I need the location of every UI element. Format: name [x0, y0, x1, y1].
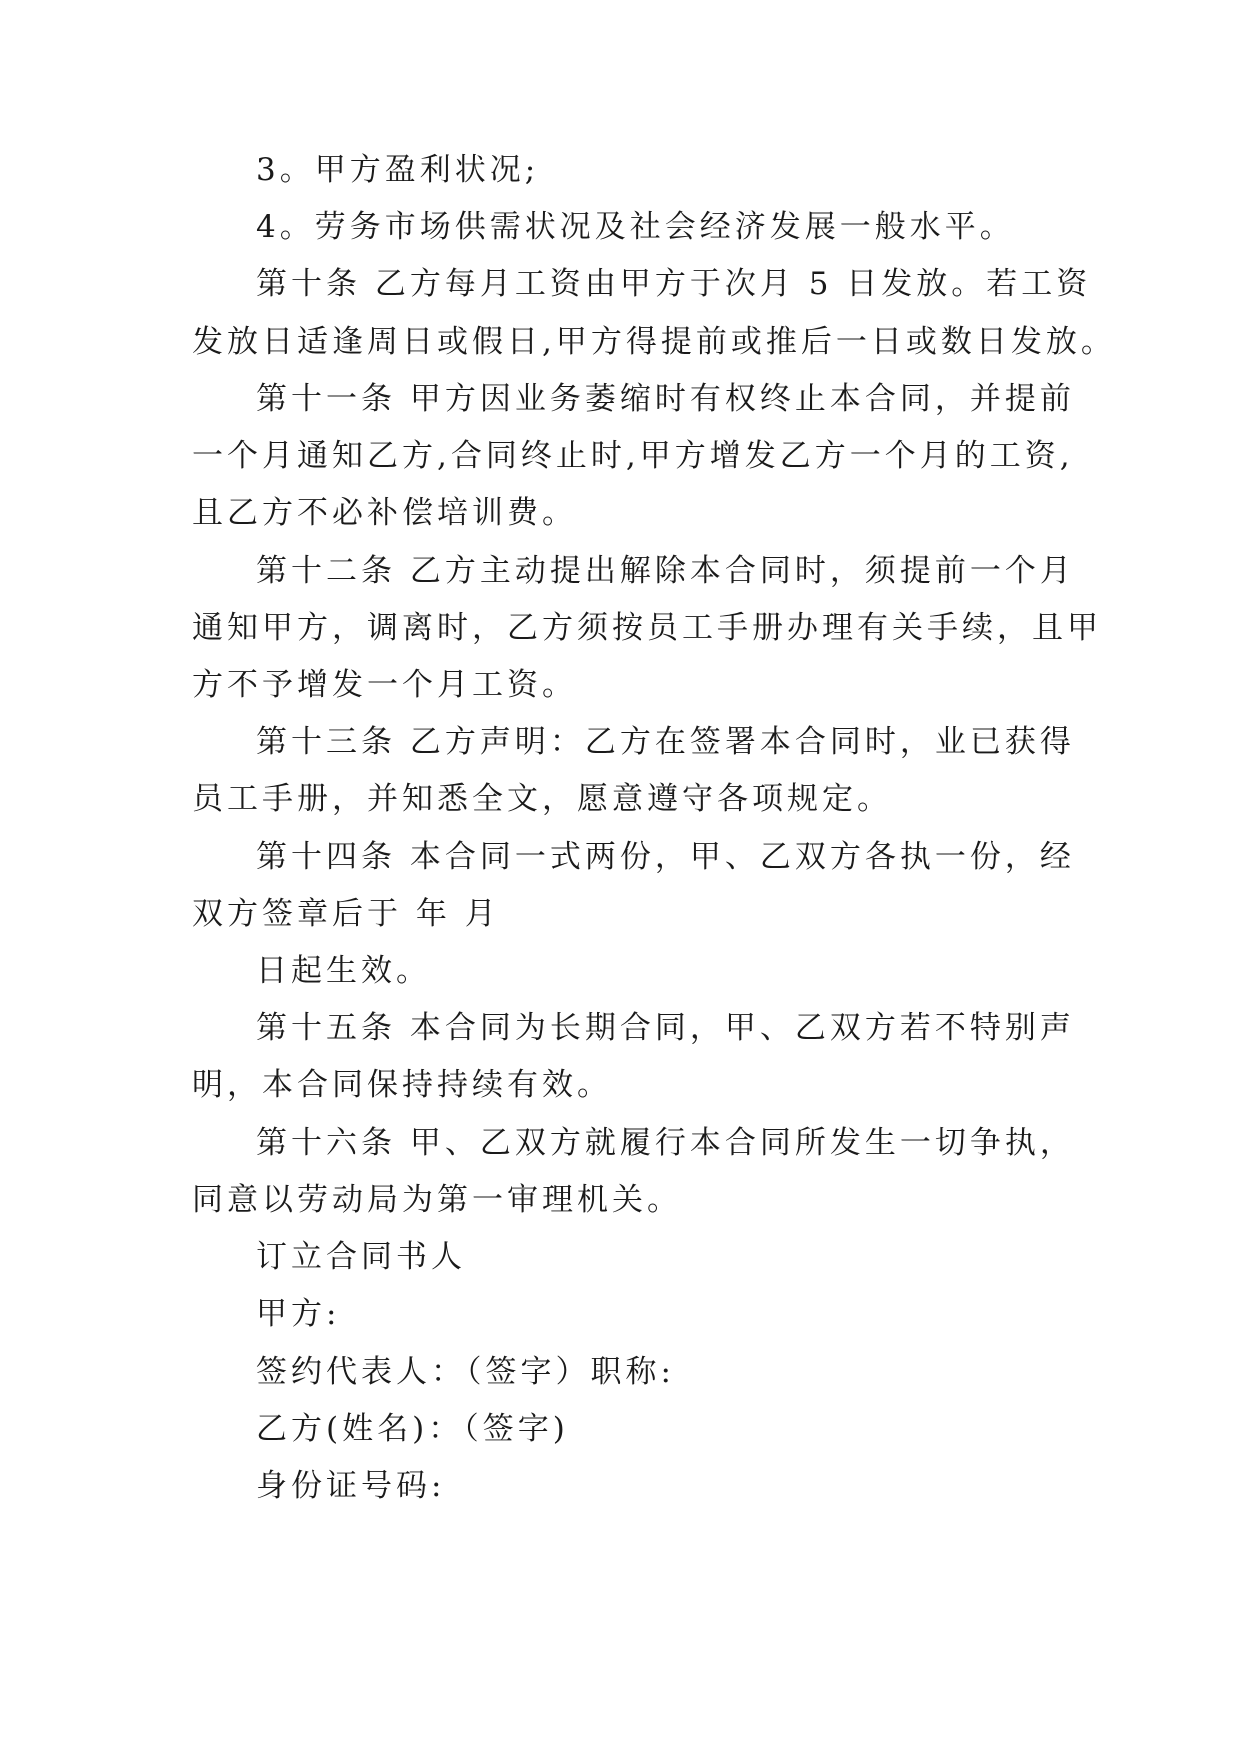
article-14-line-3: 日起生效。 [256, 953, 431, 989]
article-11-line-1: 第十一条 甲方因业务萎缩时有权终止本合同，并提前 [256, 381, 1075, 417]
article-15-line-1: 第十五条 本合同为长期合同，甲、乙双方若不特别声 [256, 1010, 1075, 1046]
article-14-line-1: 第十四条 本合同一式两份，甲、乙双方各执一份，经 [256, 839, 1075, 875]
article-12-line-1: 第十二条 乙方主动提出解除本合同时，须提前一个月 [256, 553, 1075, 589]
clause-item-3: 3。甲方盈利状况; [256, 152, 540, 188]
article-15-line-2: 明，本合同保持持续有效。 [192, 1067, 612, 1103]
article-16-line-1: 第十六条 甲、乙双方就履行本合同所发生一切争执， [256, 1125, 1075, 1161]
representative-signature-line: 签约代表人：（签字）职称: [256, 1354, 675, 1390]
article-12-line-3: 方不予增发一个月工资。 [192, 667, 577, 703]
signatories-heading: 订立合同书人 [256, 1239, 466, 1275]
article-11-line-2: 一个月通知乙方,合同终止时,甲方增发乙方一个月的工资, [192, 438, 1074, 474]
article-11-line-3: 且乙方不必补偿培训费。 [192, 495, 577, 531]
article-16-line-2: 同意以劳动局为第一审理机关。 [192, 1182, 682, 1218]
article-10-line-2: 发放日适逢周日或假日,甲方得提前或推后一日或数日发放。 [192, 324, 1116, 360]
party-b-signature-line: 乙方(姓名)：（签字) [256, 1411, 569, 1447]
article-13-line-2: 员工手册，并知悉全文，愿意遵守各项规定。 [192, 781, 892, 817]
article-10-line-1: 第十条 乙方每月工资由甲方于次月 5 日发放。若工资 [256, 266, 1092, 302]
article-14-line-2: 双方签章后于 年 月 [192, 896, 500, 932]
article-12-line-2: 通知甲方，调离时，乙方须按员工手册办理有关手续，且甲 [192, 610, 1102, 646]
article-13-line-1: 第十三条 乙方声明：乙方在签署本合同时，业已获得 [256, 724, 1075, 760]
party-a-label: 甲方: [256, 1296, 341, 1332]
id-number-line: 身份证号码: [256, 1468, 446, 1504]
clause-item-4: 4。劳务市场供需状况及社会经济发展一般水平。 [256, 209, 1015, 245]
